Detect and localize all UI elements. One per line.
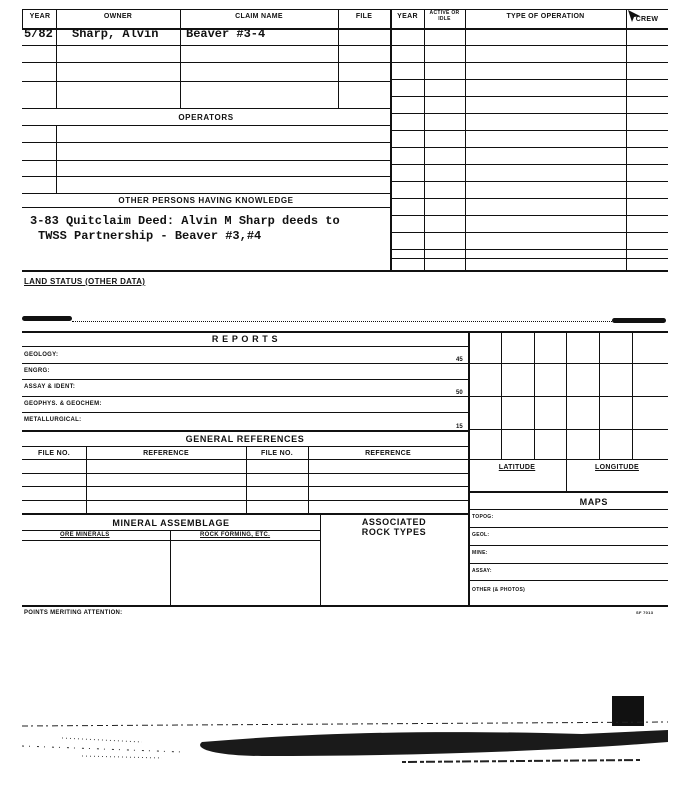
header-file: FILE bbox=[355, 13, 373, 20]
form-number: SF 7013 bbox=[636, 610, 654, 615]
section-associated-rock-types: ASSOCIATED ROCK TYPES bbox=[361, 517, 427, 537]
longitude-label: LONGITUDE bbox=[595, 464, 639, 471]
latitude-label: LATITUDE bbox=[498, 464, 536, 471]
corner-arrow-mark bbox=[626, 8, 642, 24]
margin-number-45: 45 bbox=[456, 357, 463, 363]
scan-noise-band bbox=[22, 712, 668, 772]
section-maps: MAPS bbox=[579, 497, 608, 507]
header-claim-name: CLAIM NAME bbox=[235, 13, 283, 20]
entry-year: 5/82 bbox=[24, 27, 53, 41]
margin-number-15: 15 bbox=[456, 424, 463, 430]
section-general-references: GENERAL REFERENCES bbox=[185, 434, 305, 444]
report-geophys: GEOPHYS. & GEOCHEM: bbox=[24, 401, 102, 407]
maps-topog: TOPOG: bbox=[472, 514, 494, 520]
points-meriting-attention: POINTS MERITING ATTENTION: bbox=[24, 610, 123, 616]
margin-number-50: 50 bbox=[456, 390, 463, 396]
knowledge-line-2: TWSS Partnership - Beaver #3,#4 bbox=[38, 229, 262, 243]
scan-smudge-left bbox=[22, 316, 72, 321]
maps-geol: GEOL: bbox=[472, 532, 490, 538]
ore-minerals-label: ORE MINERALS bbox=[60, 532, 110, 538]
entry-claim-name: Beaver #3-4 bbox=[186, 27, 266, 41]
header-owner: OWNER bbox=[103, 13, 133, 20]
header-type-of-operation: TYPE OF OPERATION bbox=[506, 13, 585, 20]
report-metallurgical: METALLURGICAL: bbox=[24, 417, 82, 423]
section-other-persons: OTHER PERSONS HAVING KNOWLEDGE bbox=[118, 196, 294, 205]
maps-mine: MINE: bbox=[472, 550, 488, 556]
report-geology: GEOLOGY: bbox=[24, 352, 59, 358]
section-land-status: LAND STATUS (OTHER DATA) bbox=[24, 277, 146, 286]
header-year-2: YEAR bbox=[397, 13, 418, 20]
maps-assay: ASSAY: bbox=[472, 568, 492, 574]
gen-ref-reference-1: REFERENCE bbox=[143, 450, 189, 457]
scan-smudge-right bbox=[612, 318, 666, 323]
section-operators: OPERATORS bbox=[178, 113, 234, 122]
entry-owner: Sharp, Alvin bbox=[72, 27, 159, 41]
gen-ref-reference-2: REFERENCE bbox=[365, 450, 411, 457]
header-year: YEAR bbox=[29, 13, 51, 20]
knowledge-line-1: 3-83 Quitclaim Deed: Alvin M Sharp deeds to bbox=[30, 214, 340, 228]
section-mineral-assemblage: MINERAL ASSEMBLAGE bbox=[112, 518, 230, 528]
gen-ref-file-no-2: FILE NO. bbox=[261, 450, 293, 457]
report-assay: ASSAY & IDENT: bbox=[24, 384, 76, 390]
rock-forming-label: ROCK FORMING, ETC. bbox=[200, 532, 271, 538]
section-reports: R E P O R T S bbox=[211, 334, 279, 344]
gen-ref-file-no-1: FILE NO. bbox=[38, 450, 70, 457]
header-crew: CREW bbox=[635, 16, 659, 23]
report-engrg: ENGRG: bbox=[24, 368, 50, 374]
maps-other: OTHER (& PHOTOS) bbox=[472, 587, 526, 593]
header-active-or-idle: ACTIVE OR IDLE bbox=[429, 10, 460, 22]
